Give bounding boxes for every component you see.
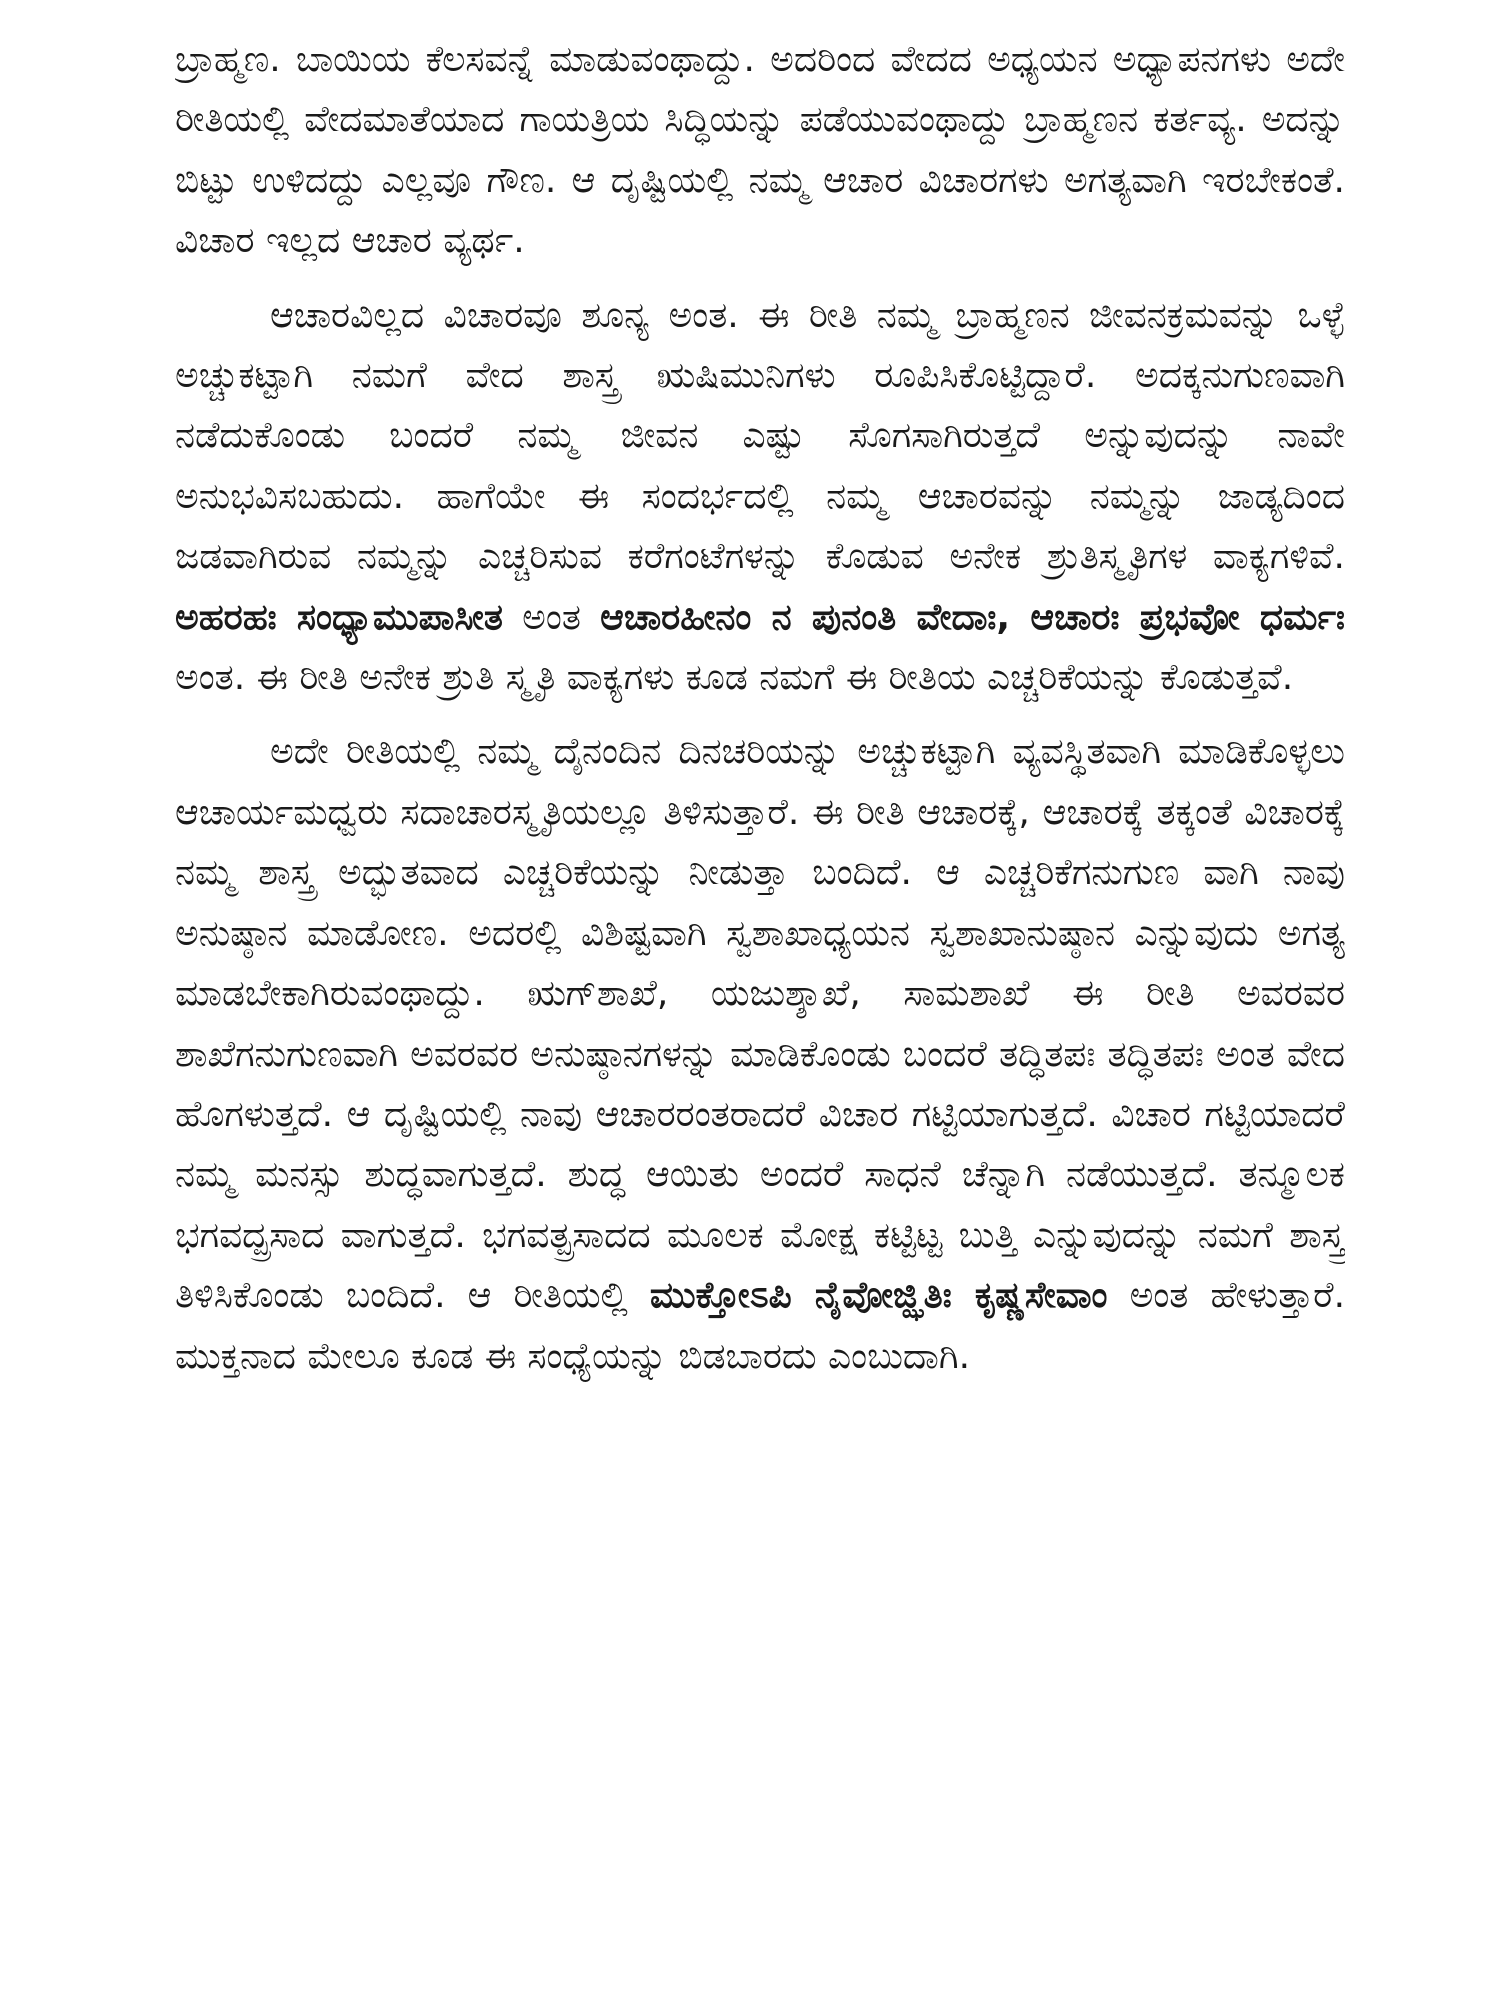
paragraph-2 [175,286,1345,709]
sanskrit-quote: ಮುಕ್ತೋಽಪಿ ನೈವೋಜ್ಝಿತಿಃ ಕೃಷ್ಣಸೇವಾಂ [649,1275,1108,1317]
sanskrit-quote: ಅಹರಹಃ ಸಂಧ್ಯಾಮುಪಾಸೀತ [175,596,503,638]
paragraph-text: ಅಂತ. ಈ ರೀತಿ ಅನೇಕ ಶ್ರುತಿ ಸ್ಮೃತಿ ವಾಕ್ಯಗಳು ಕೂಡ ನಮಗೆ ಈ ರೀತಿಯ ಎಚ್ಚರಿಕೆಯನ್ನು ಕೊಡುತ್ತವೆ. [175,657,1294,699]
sanskrit-quote: ಆಚಾರಹೀನಂ ನ ಪುನಂತಿ ವೇದಾಃ, ಆಚಾರಃ ಪ್ರಭವೋ ಧರ್ಮಃ [600,596,1345,638]
paragraph-3 [175,722,1345,1386]
document-page [175,30,1345,1970]
paragraph-text: ಅದೇ ರೀತಿಯಲ್ಲಿ ನಮ್ಮ ದೈನಂದಿನ ದಿನಚರಿಯನ್ನು ಅಚ್ಚುಕಟ್ಟಾಗಿ ವ್ಯವಸ್ಥಿತವಾಗಿ ಮಾಡಿಕೊಳ್ಳಲು ಆಚಾರ್ಯಮಧ್ವರು ಸದಾಚಾರಸ್ಮೃತಿಯಲ್ಲೂ ತಿಳಿಸುತ್ತಾರೆ. ಈ ರೀತಿ ಆಚಾರಕ್ಕೆ, ಆಚಾರಕ್ಕೆ ತಕ್ಕಂತೆ ವಿಚಾರಕ್ಕೆ ನಮ್ಮ ಶಾಸ್ತ್ರ ಅದ್ಭುತವಾದ ಎಚ್ಚರಿಕೆಯನ್ನು ನೀಡುತ್ತಾ ಬಂದಿದೆ. ಆ ಎಚ್ಚರಿಕೆಗನುಗುಣ ವಾಗಿ ನಾವು ಅನುಷ್ಠಾನ ಮಾಡೋಣ. ಅದರಲ್ಲಿ ವಿಶಿಷ್ಟವಾಗಿ ಸ್ವಶಾಖಾಧ್ಯಯನ ಸ್ವಶಾಖಾನುಷ್ಠಾನ ಎನ್ನುವುದು ಅಗತ್ಯ ಮಾಡಬೇಕಾಗಿರುವಂಥಾದ್ದು. ಋಗ್‌ಶಾಖೆ, ಯಜುಶ್ಶಾಖೆ, ಸಾಮಶಾಖೆ ಈ ರೀತಿ ಅವರವರ ಶಾಖೆಗನುಗುಣವಾಗಿ ಅವರವರ ಅನುಷ್ಠಾನಗಳನ್ನು ಮಾಡಿಕೊಂಡು ಬಂದರೆ ತದ್ಧಿತಪಃ ತದ್ಧಿತಪಃ ಅಂತ ವೇದ ಹೊಗಳುತ್ತದೆ. ಆ ದೃಷ್ಟಿಯಲ್ಲಿ ನಾವು ಆಚಾರರಂತರಾದರೆ ವಿಚಾರ ಗಟ್ಟಿಯಾಗುತ್ತದೆ. ವಿಚಾರ ಗಟ್ಟಿಯಾದರೆ ನಮ್ಮ ಮನಸ್ಸು ಶುದ್ಧವಾಗುತ್ತದೆ. ಶುದ್ಧ ಆಯಿತು ಅಂದರೆ ಸಾಧನೆ ಚೆನ್ನಾಗಿ ನಡೆಯುತ್ತದೆ. ತನ್ಮೂಲಕ ಭಗವದ್ಪ್ರಸಾದ ವಾಗುತ್ತದೆ. ಭಗವತ್ಪ್ರಸಾದದ ಮೂಲಕ ಮೋಕ್ಷ ಕಟ್ಟಿಟ್ಟ ಬುತ್ತಿ ಎನ್ನುವುದನ್ನು ನಮಗೆ ಶಾಸ್ತ್ರ ತಿಳಿಸಿಕೊಂಡು ಬಂದಿದೆ. ಆ ರೀತಿಯಲ್ಲಿ [175,731,1345,1317]
paragraph-text: ಬ್ರಾಹ್ಮಣ. ಬಾಯಿಯ ಕೆಲಸವನ್ನೆ ಮಾಡುವಂಥಾದ್ದು. ಅದರಿಂದ ವೇದದ ಅಧ್ಯಯನ ಅಧ್ಯಾಪನಗಳು ಅದೇ ರೀತಿಯಲ್ಲಿ ವೇದಮಾತೆಯಾದ ಗಾಯತ್ರಿಯ ಸಿದ್ಧಿಯನ್ನು ಪಡೆಯುವಂಥಾದ್ದು ಬ್ರಾಹ್ಮಣನ ಕರ್ತವ್ಯ. ಅದನ್ನು ಬಿಟ್ಟು ಉಳಿದದ್ದು ಎಲ್ಲವೂ ಗೌಣ. ಆ ದೃಷ್ಟಿಯಲ್ಲಿ ನಮ್ಮ ಆಚಾರ ವಿಚಾರಗಳು ಅಗತ್ಯವಾಗಿ ಇರಬೇಕಂತೆ. ವಿಚಾರ ಇಲ್ಲದ ಆಚಾರ ವ್ಯರ್ಥ. [175,39,1345,262]
paragraph-1 [175,30,1345,272]
paragraph-text: ಆಚಾರವಿಲ್ಲದ ವಿಚಾರವೂ ಶೂನ್ಯ ಅಂತ. ಈ ರೀತಿ ನಮ್ಮ ಬ್ರಾಹ್ಮಣನ ಜೀವನಕ್ರಮವನ್ನು ಒಳ್ಳೆ ಅಚ್ಚುಕಟ್ಟಾಗಿ ನಮಗೆ ವೇದ ಶಾಸ್ತ್ರ ಋಷಿಮುನಿಗಳು ರೂಪಿಸಿಕೊಟ್ಟಿದ್ದಾರೆ. ಅದಕ್ಕನುಗುಣವಾಗಿ ನಡೆದುಕೊಂಡು ಬಂದರೆ ನಮ್ಮ ಜೀವನ ಎಷ್ಟು ಸೊಗಸಾಗಿರುತ್ತದೆ ಅನ್ನುವುದನ್ನು ನಾವೇ ಅನುಭವಿಸಬಹುದು. ಹಾಗೆಯೇ ಈ ಸಂದರ್ಭದಲ್ಲಿ ನಮ್ಮ ಆಚಾರವನ್ನು ನಮ್ಮನ್ನು ಜಾಡ್ಯದಿಂದ ಜಡವಾಗಿರುವ ನಮ್ಮನ್ನು ಎಚ್ಚರಿಸುವ ಕರೆಗಂಟೆಗಳನ್ನು ಕೊಡುವ ಅನೇಕ ಶ್ರುತಿಸ್ಮೃತಿಗಳ ವಾಕ್ಯಗಳಿವೆ. [175,294,1345,578]
paragraph-text: ಅಂತ ಹೇಳುತ್ತಾರೆ. ಮುಕ್ತನಾದ ಮೇಲೂ ಕೂಡ ಈ ಸಂಧ್ಯೆಯನ್ನು ಬಿಡಬಾರದು ಎಂಬುದಾಗಿ. [175,1275,1345,1377]
paragraph-text: ಅಂತ [502,596,601,638]
